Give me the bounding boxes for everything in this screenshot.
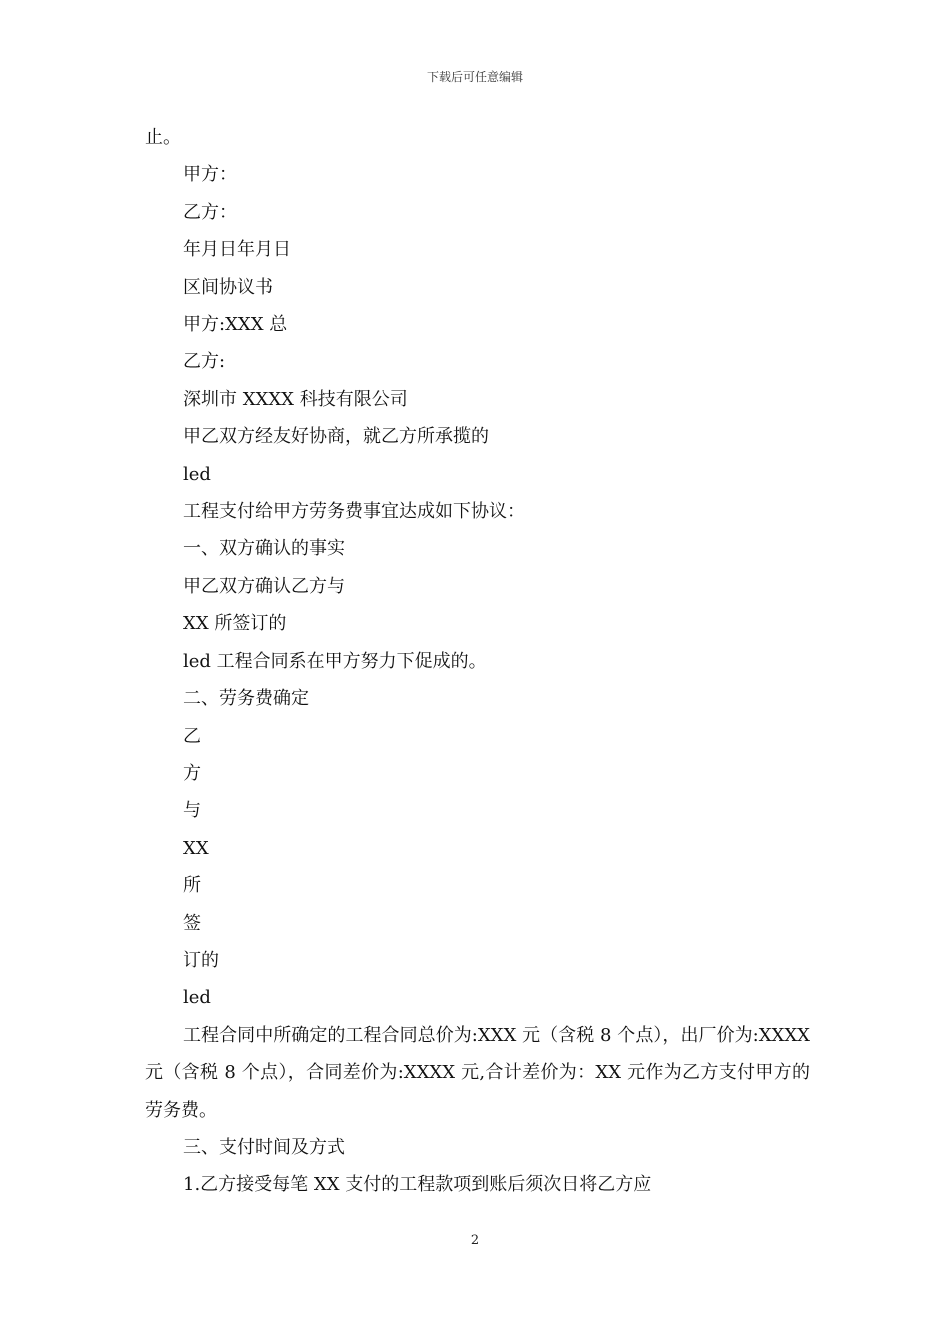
paragraph: 乙方： bbox=[183, 201, 237, 223]
paragraph: 三、支付时间及方式 bbox=[183, 1136, 345, 1158]
paragraph: 甲方： bbox=[183, 164, 237, 186]
paragraph: led 工程合同系在甲方努力下促成的。 bbox=[183, 650, 487, 672]
paragraph: 工程支付给甲方劳务费事宜达成如下协议： bbox=[183, 501, 525, 523]
paragraph: 方 bbox=[183, 762, 201, 784]
paragraph: 年月日年月日 bbox=[183, 239, 291, 261]
paragraph: 1.乙方接受每笔 XX 支付的工程款项到账后须次日将乙方应 bbox=[183, 1174, 652, 1196]
paragraph: 所 bbox=[183, 875, 201, 897]
paragraph: 工程合同中所确定的工程合同总价为:XXX 元（含税 8 个点），出厂价为:XXXX 元（含税 8 个点），合同差价为:XXXX 元,合计差价为：XX 元作为乙方支付甲方的劳务费。 bbox=[145, 1024, 810, 1121]
paragraph: 甲乙双方经友好协商，就乙方所承揽的 bbox=[183, 426, 489, 448]
paragraph: 一、双方确认的事实 bbox=[183, 538, 345, 560]
paragraph: XX bbox=[183, 837, 209, 859]
page-number: 2 bbox=[470, 1233, 480, 1248]
paragraph: XX 所签订的 bbox=[183, 613, 287, 635]
paragraph: led bbox=[183, 987, 211, 1009]
paragraph: 与 bbox=[183, 800, 201, 822]
paragraph: 签 bbox=[183, 912, 201, 934]
page-header-note: 下载后可任意编辑 bbox=[426, 70, 523, 84]
paragraph: led bbox=[183, 463, 211, 485]
paragraph: 甲乙双方确认乙方与 bbox=[183, 575, 345, 597]
paragraph: 乙 bbox=[183, 725, 201, 747]
paragraph: 乙方: bbox=[183, 351, 226, 373]
paragraph: 区间协议书 bbox=[183, 276, 273, 298]
paragraph: 深圳市 XXXX 科技有限公司 bbox=[183, 388, 408, 410]
paragraph: 止。 bbox=[145, 127, 181, 148]
document-body bbox=[145, 119, 810, 1204]
paragraph: 甲方:XXX 总 bbox=[183, 314, 288, 336]
paragraph: 二、劳务费确定 bbox=[183, 688, 309, 710]
paragraph: 订的 bbox=[183, 949, 219, 971]
